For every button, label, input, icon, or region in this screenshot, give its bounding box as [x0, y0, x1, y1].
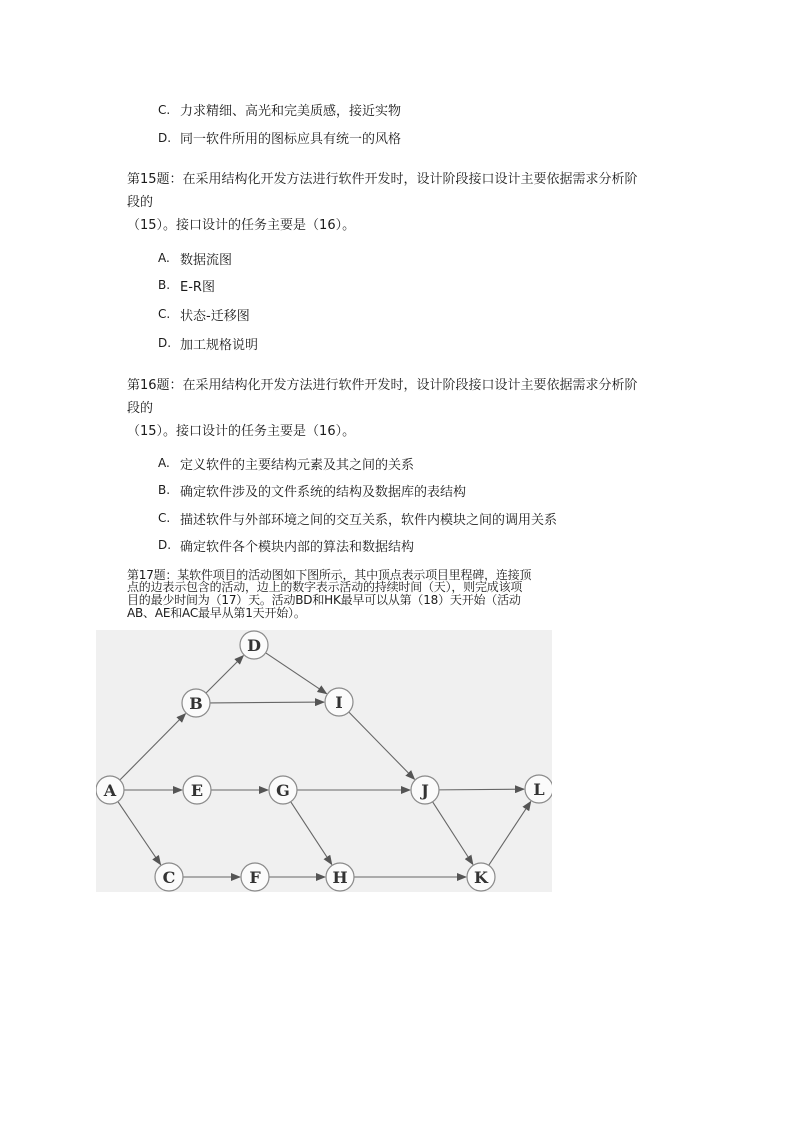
option-text-d: 确定软件各个模块内部的算法和数据结构: [180, 540, 415, 555]
node-e: [183, 776, 211, 804]
node-i: [325, 688, 353, 716]
node-label: J: [421, 781, 429, 800]
option-text-c: 描述软件与外部环境之间的交互关系，软件内模块之间的调用关系: [180, 513, 558, 528]
option-letter-d: D.: [158, 336, 172, 350]
node-b: [182, 689, 210, 717]
node-d: [240, 631, 268, 659]
node-a: [96, 776, 124, 804]
node-label: H: [332, 868, 348, 887]
question-16-line-1: 第16题：在采用结构化开发方法进行软件开发时，设计阶段接口设计主要依据需求分析阶: [127, 378, 638, 393]
node-h: [326, 863, 354, 891]
option-text-b: E-R图: [180, 280, 215, 295]
node-label: B: [189, 694, 203, 713]
option-text-c: 状态-迁移图: [180, 309, 250, 324]
node-label: I: [335, 693, 343, 712]
node-label: A: [103, 781, 117, 800]
edge-g-h: [291, 802, 332, 865]
edge-d-i: [266, 653, 327, 694]
node-label: G: [276, 781, 290, 800]
node-label: E: [190, 781, 204, 800]
question-16-line-2: 段的: [127, 401, 154, 416]
node-k: [467, 863, 495, 891]
option-text-c: 力求精细、高光和完美质感，接近实物: [180, 104, 402, 119]
edge-b-i: [210, 702, 324, 703]
node-f: [241, 863, 269, 891]
option-letter-c: C.: [158, 511, 171, 525]
option-text-b: 确定软件涉及的文件系统的结构及数据库的表结构: [180, 485, 467, 500]
question-15-line-2: 段的: [127, 195, 154, 210]
option-letter-c: C.: [158, 103, 171, 117]
option-text-a: 定义软件的主要结构元素及其之间的关系: [180, 458, 415, 473]
edge-i-j: [349, 712, 415, 779]
node-label: D: [247, 636, 261, 655]
edge-a-c: [118, 802, 161, 865]
node-l: [525, 775, 552, 803]
edge-k-l: [489, 802, 531, 866]
option-letter-a: A.: [158, 251, 170, 265]
node-label: F: [249, 868, 261, 887]
question-17-line-1: 第17题：某软件项目的活动图如下图所示，其中顶点表示项目里程碑，连接顶: [127, 568, 532, 582]
node-j: [411, 776, 439, 804]
node-g: [269, 776, 297, 804]
activity-graph-figure: [96, 630, 552, 892]
node-label: L: [533, 780, 545, 799]
question-15-line-1: 第15题：在采用结构化开发方法进行软件开发时，设计阶段接口设计主要依据需求分析阶: [127, 172, 638, 187]
option-letter-b: B.: [158, 278, 171, 292]
question-16-line-3: （15）。接口设计的任务主要是（16）。: [127, 424, 356, 439]
edge-j-k: [433, 802, 473, 865]
node-label: K: [474, 868, 488, 887]
edge-b-d: [206, 656, 243, 693]
question-17-line-2: 点的边表示包含的活动，边上的数字表示活动的持续时间（天），则完成该项: [127, 580, 523, 594]
question-15-line-3: （15）。接口设计的任务主要是（16）。: [127, 218, 356, 233]
activity-graph: [96, 630, 552, 892]
option-text-d: 加工规格说明: [180, 338, 259, 353]
option-letter-c: C.: [158, 307, 171, 321]
option-text-d: 同一软件所用的图标应具有统一的风格: [180, 132, 402, 147]
option-text-a: 数据流图: [180, 253, 233, 268]
option-letter-b: B.: [158, 483, 171, 497]
node-c: [155, 863, 183, 891]
node-label: C: [162, 868, 176, 887]
option-letter-a: A.: [158, 456, 170, 470]
option-letter-d: D.: [158, 538, 172, 552]
option-letter-d: D.: [158, 131, 172, 145]
question-17-line-3: 目的最少时间为（17）天。活动BD和HK最早可以从第（18）天开始（活动: [127, 593, 521, 607]
question-17-line-4: AB、AE和AC最早从第1天开始）。: [127, 606, 306, 620]
edge-j-l: [439, 789, 524, 790]
edge-a-b: [120, 714, 186, 780]
